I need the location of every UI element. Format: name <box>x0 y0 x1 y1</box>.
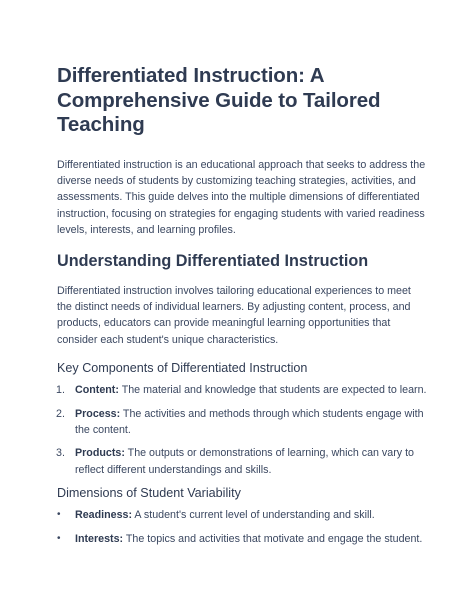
list-number: 3. <box>56 447 65 460</box>
section-heading-understanding: Understanding Differentiated Instruction <box>57 251 369 270</box>
list-item-text: The material and knowledge that students are expected to learn. <box>118 384 427 397</box>
list-number: 2. <box>56 407 65 420</box>
bullet-icon: • <box>57 509 61 521</box>
list-number: 1. <box>56 384 65 397</box>
list-item-text: A student's current level of understanding and skill. <box>132 509 375 522</box>
bullet-icon: • <box>57 532 61 544</box>
document-title: Differentiated Instruction: A Comprehensive Guide to Tailored Teaching <box>57 64 381 136</box>
subheading-key-components: Key Components of Differentiated Instruction <box>57 361 308 376</box>
list-item-term: Readiness: <box>75 509 133 522</box>
key-components-list <box>57 382 427 478</box>
list-item-term: Content: <box>75 384 119 397</box>
list-item-term: Interests: <box>75 532 124 545</box>
list-item <box>57 507 427 523</box>
intro-paragraph: Differentiated instruction is an educational approach that seeks to address the diverse needs of students by customizing teaching strategies, activities, and assessments. This guide delves into the multiple dimensions of differentiated instruction, focusing on strategies for engaging students with varied readiness levels, interests, and learning profiles. <box>57 158 426 237</box>
list-item-text: The activities and methods through which students engage with the content. <box>75 407 424 436</box>
list-item <box>57 531 427 547</box>
list-item <box>57 445 427 478</box>
dimensions-list <box>57 507 427 547</box>
list-item-term: Process: <box>75 407 121 420</box>
list-item-text: The topics and activities that motivate and engage the student. <box>123 532 423 545</box>
subheading-dimensions: Dimensions of Student Variability <box>57 486 241 501</box>
list-item <box>57 406 427 439</box>
section-paragraph: Differentiated instruction involves tailoring educational experiences to meet the distinct needs of individual learners. By adjusting content, process, and products, educators can provide meaningful learning opportunities that consider each student's unique characteristics. <box>57 284 411 346</box>
document-page <box>57 64 427 554</box>
list-item-text: The outputs or demonstrations of learning, which can vary to reflect different understandings and skills. <box>75 447 415 476</box>
list-item-term: Products: <box>75 447 125 460</box>
list-item <box>57 382 427 398</box>
